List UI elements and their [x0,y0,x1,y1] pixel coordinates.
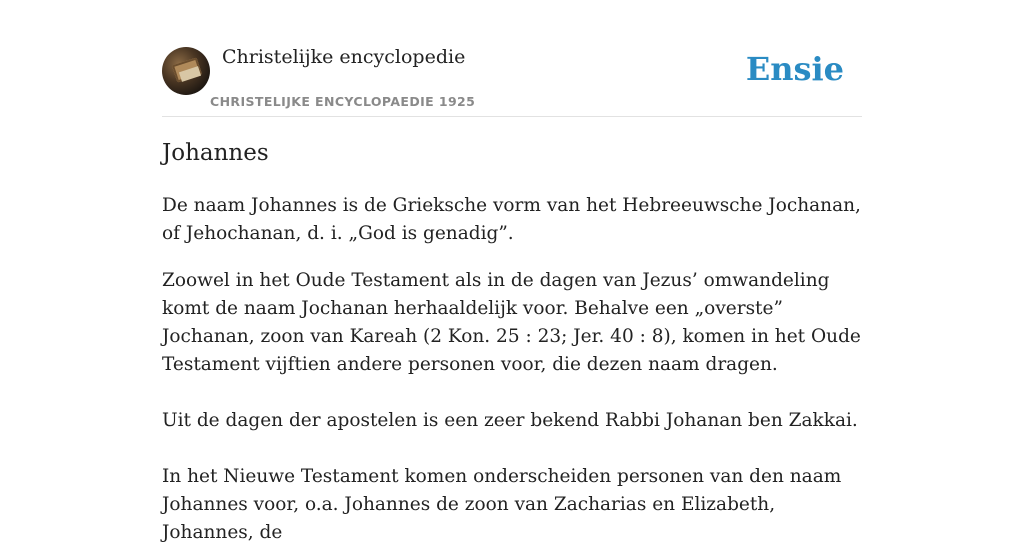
article-title: Johannes [162,140,269,166]
article-paragraph: Zoowel in het Oude Testament als in de dagen van Jezus’ omwandeling komt de naam Jochanan herhaaldelijk voor. Behalve een „overste” Jochanan, zoon van Kareah (2 Kon. 25 : 23; Jer. 40 : 8), komen in het Oude Testament vijftien andere personen voor, die dezen naam dragen. [162,270,861,375]
article-paragraph: Uit de dagen der apostelen is een zeer bekend Rabbi Johanan ben Zakkai. [162,410,858,431]
article-body [162,192,862,547]
site-title[interactable]: Christelijke encyclopedie [222,46,466,68]
article-paragraph: In het Nieuwe Testament komen onderscheiden personen van den naam Johannes voor, o.a. Johannes de zoon van Zacharias en Elizabeth, Johannes, de [162,466,842,543]
site-subtitle: CHRISTELIJKE ENCYCLOPAEDIE 1925 [210,94,476,109]
brand-logo-link[interactable]: Ensie [745,50,844,88]
article-paragraph: De naam Johannes is de Grieksche vorm van het Hebreeuwsche Jochanan, of Jehochanan, d. i. „God is genadig”. [162,195,861,244]
paragraph-gap [162,379,862,407]
site-avatar[interactable] [162,47,210,95]
paragraph-gap [162,435,862,463]
site-header [162,40,862,117]
